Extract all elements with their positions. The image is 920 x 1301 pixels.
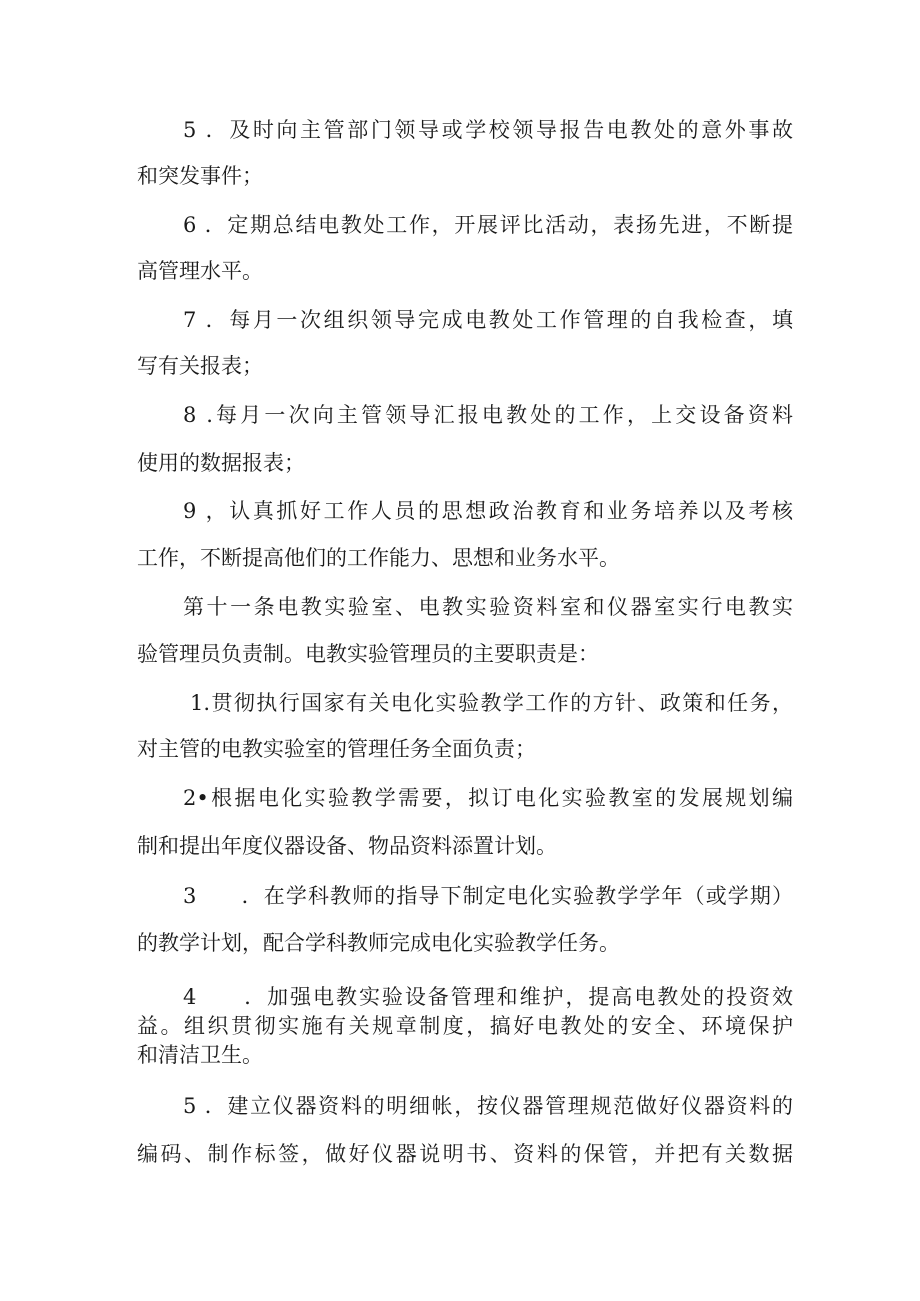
paragraph-line: 7 ．每月一次组织领导完成电教处工作管理的自我检查，填 bbox=[183, 308, 793, 332]
paragraph-line: 9 ，认真抓好工作人员的思想政治教育和业务培养以及考核 bbox=[183, 499, 793, 523]
paragraph-line: 高管理水平。 bbox=[137, 259, 263, 283]
paragraph-line: 2•根据电化实验教学需要，拟订电化实验教室的发展规划编 bbox=[183, 786, 793, 810]
paragraph-line: 使用的数据报表； bbox=[137, 451, 305, 475]
paragraph-line: 益。组织贯彻实施有关规章制度，搞好电教处的安全、环境保护 bbox=[137, 1014, 793, 1038]
paragraph-line: 第十一条电教实验室、电教实验资料室和仪器室实行电教实 bbox=[183, 595, 793, 619]
paragraph-line: 和清洁卫生。 bbox=[137, 1043, 263, 1067]
paragraph-line: 5 ．及时向主管部门领导或学校领导报告电教处的意外事故 bbox=[183, 118, 793, 142]
paragraph-line: 的教学计划，配合学科教师完成电化实验教学任务。 bbox=[137, 931, 620, 955]
paragraph-line: 3 ．在学科教师的指导下制定电化实验教学学年（或学期） bbox=[183, 884, 793, 908]
paragraph-line: 和突发事件； bbox=[137, 164, 263, 188]
paragraph-line: 5 ．建立仪器资料的明细帐，按仪器管理规范做好仪器资料的 bbox=[183, 1094, 793, 1118]
paragraph-line: 编码、制作标签，做好仪器说明书、资料的保管，并把有关数据 bbox=[137, 1142, 793, 1166]
paragraph-line: 4 ．加强电教实验设备管理和维护，提高电教处的投资效 bbox=[183, 985, 793, 1009]
paragraph-line: 6 ．定期总结电教处工作，开展评比活动，表扬先进，不断提 bbox=[183, 213, 793, 237]
paragraph-line: 验管理员负责制。电教实验管理员的主要职责是： bbox=[137, 642, 599, 666]
paragraph-line: 工作，不断提高他们的工作能力、思想和业务水平。 bbox=[137, 546, 620, 570]
paragraph-line: 对主管的电教实验室的管理任务全面负责； bbox=[137, 737, 536, 761]
paragraph-line: 1.贯彻执行国家有关电化实验教学工作的方针、政策和任务， bbox=[190, 691, 793, 715]
paragraph-line: 制和提出年度仪器设备、物品资料添置计划。 bbox=[137, 834, 557, 858]
paragraph-line: 8 .每月一次向主管领导汇报电教处的工作，上交设备资料 bbox=[183, 403, 793, 427]
paragraph-line: 写有关报表； bbox=[137, 354, 263, 378]
